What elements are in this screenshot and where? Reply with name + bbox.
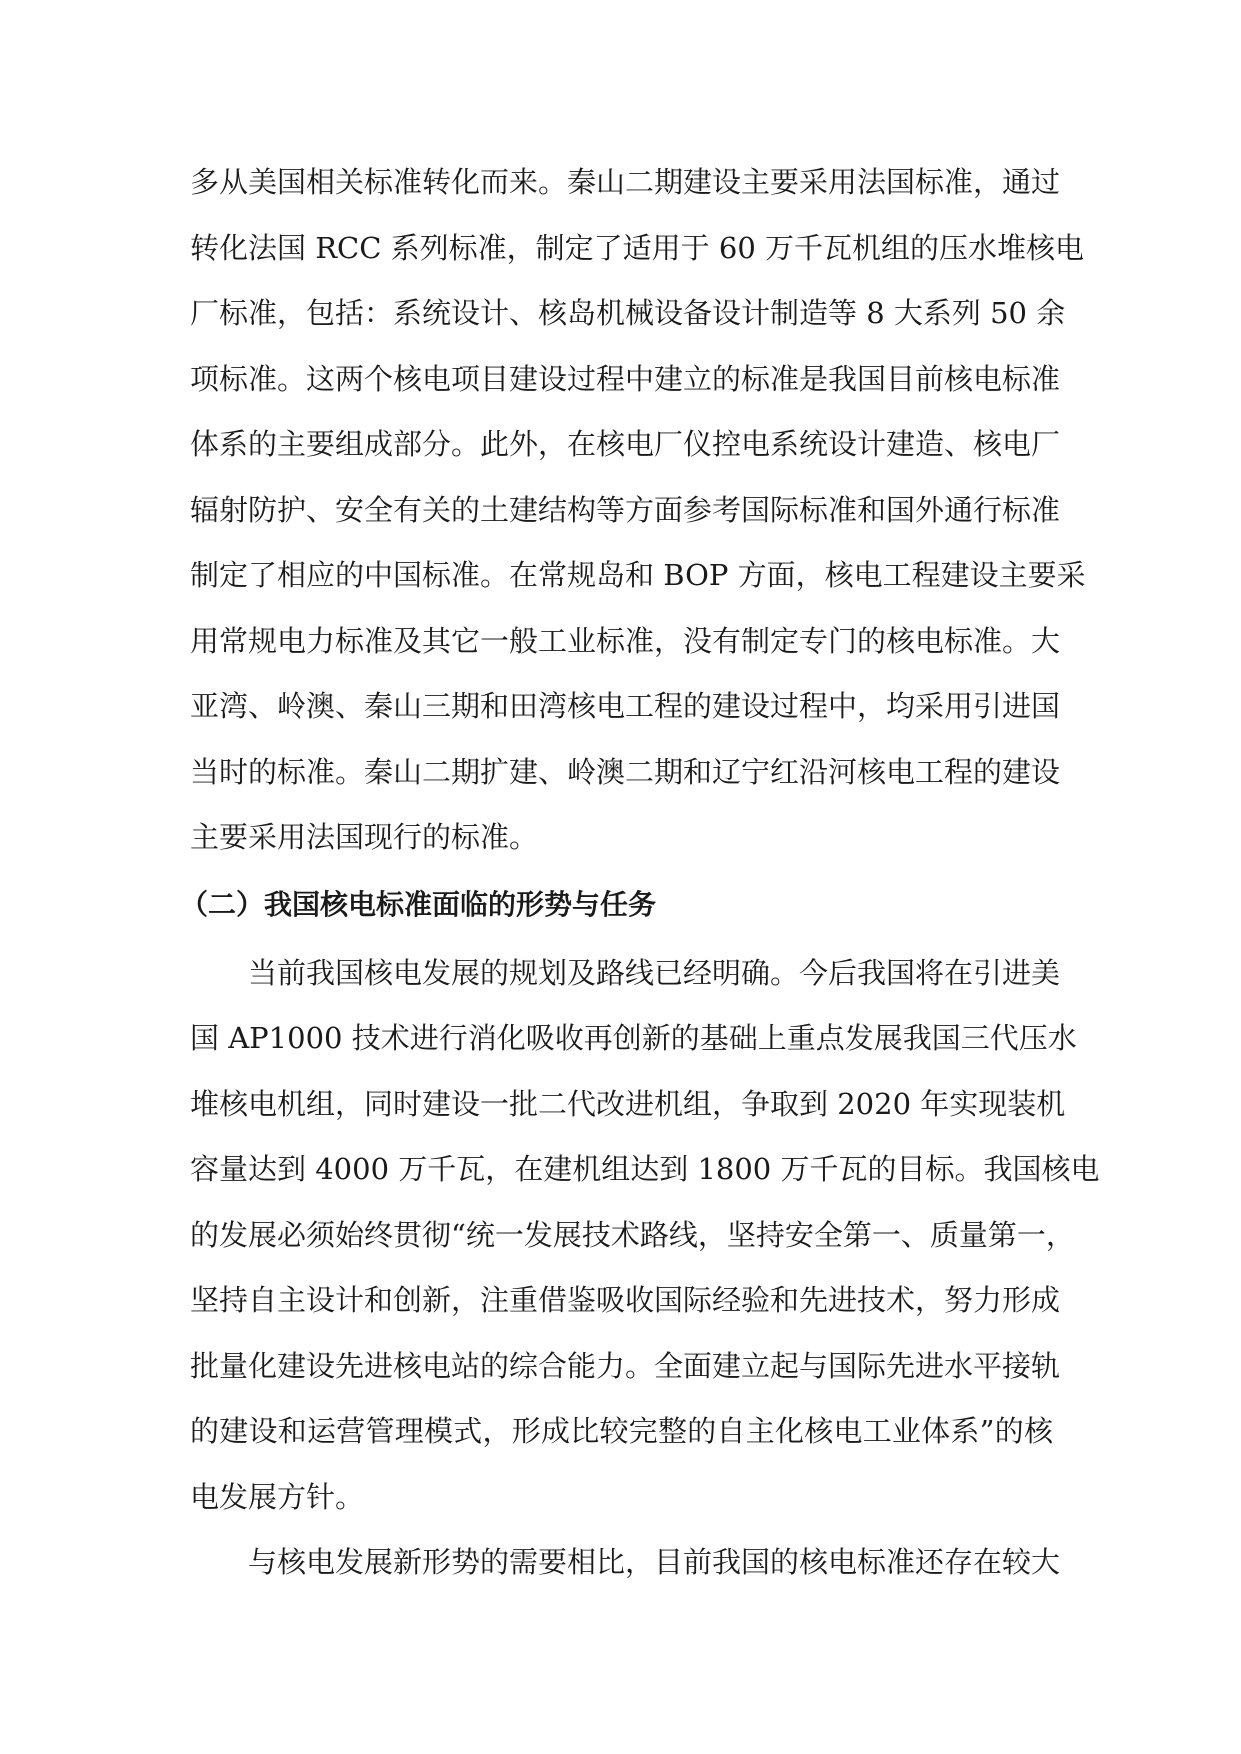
text-line: 多从美国相关标准转化而来。秦山二期建设主要采用法国标准，通过	[190, 165, 1061, 199]
text-line: 厂标准，包括：系统设计、核岛机械设备设计制造等 8 大系列 50 余	[190, 296, 1066, 330]
text-line: 电发展方针。	[190, 1479, 365, 1514]
text-line: 当时的标准。秦山二期扩建、岭澳二期和辽宁红沿河核电工程的建设	[190, 754, 1061, 789]
text-line: 容量达到 4000 万千瓦，在建机组达到 1800 万千瓦的目标。我国核电	[190, 1152, 1100, 1186]
text-line: 亚湾、岭澳、秦山三期和田湾核电工程的建设过程中，均采用引进国	[190, 689, 1061, 723]
paragraph-development-plan	[190, 941, 1100, 1531]
document-body	[180, 150, 1100, 1596]
text-line: 用常规电力标准及其它一般工业标准，没有制定专门的核电标准。大	[190, 623, 1061, 658]
section-heading: （二）我国核电标准面临的形势与任务	[180, 887, 657, 921]
text-line: 的建设和运营管理模式，形成比较完整的自主化核电工业体系”的核	[190, 1414, 1053, 1448]
text-line: 与核电发展新形势的需要相比，目前我国的核电标准还存在较大	[248, 1545, 1061, 1579]
text-line: 项标准。这两个核电项目建设过程中建立的标准是我国目前核电标准	[190, 361, 1061, 396]
text-line: 坚持自主设计和创新，注重借鉴吸收国际经验和先进技术，努力形成	[190, 1283, 1061, 1317]
text-line: 主要采用法国现行的标准。	[190, 820, 539, 854]
text-line: 批量化建设先进核电站的综合能力。全面建立起与国际先进水平接轨	[190, 1348, 1061, 1383]
text-line: 堆核电机组，同时建设一批二代改进机组，争取到 2020 年实现装机	[190, 1086, 1066, 1121]
paragraph-standards-history	[190, 150, 1086, 871]
paragraph-gap-analysis	[190, 1530, 1061, 1596]
text-line: 辐射防护、安全有关的土建结构等方面参考国际标准和国外通行标准	[190, 492, 1061, 527]
text-line: 的发展必须始终贯彻“统一发展技术路线，坚持安全第一、质量第一，	[190, 1217, 1075, 1252]
text-line: 当前我国核电发展的规划及路线已经明确。今后我国将在引进美	[248, 955, 1061, 990]
text-line: 制定了相应的中国标准。在常规岛和 BOP 方面，核电工程建设主要采	[190, 558, 1086, 592]
text-line: 国 AP1000 技术进行消化吸收再创新的基础上重点发展我国三代压水	[190, 1021, 1077, 1055]
text-line: 转化法国 RCC 系列标准，制定了适用于 60 万千瓦机组的压水堆核电	[190, 230, 1084, 265]
text-line: 体系的主要组成部分。此外，在核电厂仪控电系统设计建造、核电厂	[190, 427, 1061, 461]
